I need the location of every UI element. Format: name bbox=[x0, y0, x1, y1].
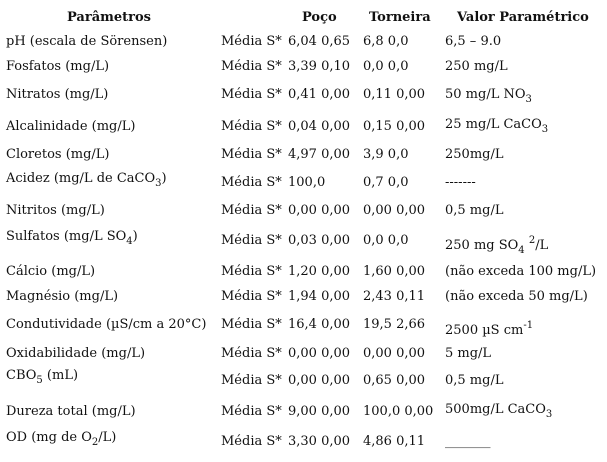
torneira-value: 1,60 0,00 bbox=[363, 264, 426, 279]
valor-parametrico bbox=[445, 87, 532, 108]
valor-parametrico bbox=[445, 233, 548, 259]
valor-parametrico: (não exceda 50 mg/L) bbox=[445, 289, 588, 304]
torneira-value: 2,43 0,11 bbox=[363, 289, 426, 304]
stat-label: Média S* bbox=[221, 404, 282, 419]
torneira-value: 0,15 0,00 bbox=[363, 119, 426, 134]
stat-label: Média S* bbox=[221, 346, 282, 361]
poco-value: 9,00 0,00 bbox=[288, 404, 351, 419]
valor-parametrico: 0,5 mg/L bbox=[445, 373, 504, 388]
valor-subscript: 3 bbox=[545, 409, 553, 420]
stat-label: Média S* bbox=[221, 264, 282, 279]
valor-parametrico: (não exceda 100 mg/L) bbox=[445, 264, 597, 279]
valor-parametrico: 250 mg/L bbox=[445, 59, 508, 74]
param-main: Acidez (mg/L de CaCO bbox=[6, 171, 156, 186]
param-subscript: 4 bbox=[126, 236, 133, 247]
stat-label: Média S* bbox=[221, 203, 282, 218]
stat-label: Média S* bbox=[221, 59, 282, 74]
torneira-value: 0,0 0,0 bbox=[363, 233, 409, 248]
poco-value: 3,30 0,00 bbox=[288, 434, 351, 449]
valor-superscript: 2 bbox=[528, 235, 536, 246]
valor-subscript: 3 bbox=[525, 94, 532, 105]
valor-parametrico: 6,5 – 9.0 bbox=[445, 34, 502, 49]
poco-value: 100,0 bbox=[288, 175, 326, 190]
torneira-value: 0,7 0,0 bbox=[363, 175, 409, 190]
poco-value: 0,04 0,00 bbox=[288, 119, 351, 134]
valor-tail: /L bbox=[535, 238, 549, 253]
poco-value: 6,04 0,65 bbox=[288, 34, 351, 49]
valor-parametrico: 5 mg/L bbox=[445, 346, 492, 361]
torneira-value: 19,5 2,66 bbox=[363, 317, 426, 332]
valor-parametrico bbox=[445, 402, 552, 423]
param-condutividade: Condutividade (µS/cm a 20°C) bbox=[6, 317, 207, 332]
param-nitratos: Nitratos (mg/L) bbox=[6, 87, 109, 102]
torneira-value: 100,0 0,00 bbox=[363, 404, 434, 419]
param-subscript: 5 bbox=[36, 375, 43, 386]
poco-value: 0,41 0,00 bbox=[288, 87, 351, 102]
valor-parametrico: 250mg/L bbox=[445, 147, 504, 162]
valor-parametrico bbox=[445, 318, 533, 339]
param-acidez bbox=[6, 171, 167, 192]
param-main: Sulfatos (mg/L SO bbox=[6, 229, 127, 244]
stat-label: Média S* bbox=[221, 289, 282, 304]
stat-label: Média S* bbox=[221, 317, 282, 332]
header-torneira: Torneira bbox=[369, 10, 431, 25]
param-tail: ) bbox=[132, 229, 138, 244]
poco-value: 1,94 0,00 bbox=[288, 289, 351, 304]
poco-value: 4,97 0,00 bbox=[288, 147, 351, 162]
valor-parametrico: 0,5 mg/L bbox=[445, 203, 504, 218]
stat-label: Média S* bbox=[221, 233, 282, 248]
poco-value: 0,00 0,00 bbox=[288, 373, 351, 388]
valor-main: 50 mg/L NO bbox=[445, 87, 526, 102]
stat-label: Média S* bbox=[221, 147, 282, 162]
valor-parametrico bbox=[445, 117, 548, 138]
param-sulfatos bbox=[6, 229, 138, 250]
torneira-value: 0,00 0,00 bbox=[363, 203, 426, 218]
valor-subscript: 3 bbox=[541, 124, 549, 135]
valor-main: 25 mg/L CaCO bbox=[445, 117, 542, 132]
stat-label: Média S* bbox=[221, 175, 282, 190]
param-ph: pH (escala de Sörensen) bbox=[6, 34, 168, 49]
stat-label: Média S* bbox=[221, 34, 282, 49]
torneira-value: 4,86 0,11 bbox=[363, 434, 426, 449]
param-cbo5 bbox=[6, 368, 78, 389]
valor-subscript: 4 bbox=[518, 245, 525, 256]
param-dureza-total: Dureza total (mg/L) bbox=[6, 404, 136, 419]
valor-parametrico: _______ bbox=[445, 434, 491, 449]
param-tail: /L) bbox=[98, 430, 117, 445]
poco-value: 3,39 0,10 bbox=[288, 59, 351, 74]
stat-label: Média S* bbox=[221, 87, 282, 102]
param-subscript: 3 bbox=[155, 178, 162, 189]
valor-main: 500mg/L CaCO bbox=[445, 402, 546, 417]
param-nitritos: Nitritos (mg/L) bbox=[6, 203, 105, 218]
header-valor-parametrico: Valor Paramétrico bbox=[457, 10, 589, 25]
header-poco: Poço bbox=[302, 10, 337, 25]
torneira-value: 0,00 0,00 bbox=[363, 346, 426, 361]
poco-value: 0,00 0,00 bbox=[288, 203, 351, 218]
param-fosfatos: Fosfatos (mg/L) bbox=[6, 59, 110, 74]
param-subscript: 2 bbox=[91, 437, 99, 448]
poco-value: 1,20 0,00 bbox=[288, 264, 351, 279]
stat-label: Média S* bbox=[221, 119, 282, 134]
param-magnesio: Magnésio (mg/L) bbox=[6, 289, 119, 304]
torneira-value: 3,9 0,0 bbox=[363, 147, 409, 162]
stat-label: Média S* bbox=[221, 373, 282, 388]
poco-value: 0,03 0,00 bbox=[288, 233, 351, 248]
param-tail: (mL) bbox=[42, 368, 79, 383]
torneira-value: 0,65 0,00 bbox=[363, 373, 426, 388]
param-od bbox=[6, 430, 116, 451]
poco-value: 16,4 0,00 bbox=[288, 317, 351, 332]
stat-label: Média S* bbox=[221, 434, 282, 449]
valor-main: 2500 µS cm bbox=[445, 323, 524, 338]
param-calcio: Cálcio (mg/L) bbox=[6, 264, 96, 279]
param-main: OD (mg de O bbox=[6, 430, 92, 445]
poco-value: 0,00 0,00 bbox=[288, 346, 351, 361]
torneira-value: 0,11 0,00 bbox=[363, 87, 426, 102]
header-parametros: Parâmetros bbox=[67, 10, 151, 25]
torneira-value: 0,0 0,0 bbox=[363, 59, 409, 74]
param-alcalinidade: Alcalinidade (mg/L) bbox=[6, 119, 136, 134]
valor-main: 250 mg SO bbox=[445, 238, 519, 253]
valor-parametrico: ------- bbox=[445, 175, 476, 190]
param-main: CBO bbox=[6, 368, 37, 383]
valor-superscript: -1 bbox=[523, 320, 534, 331]
torneira-value: 6,8 0,0 bbox=[363, 34, 409, 49]
param-cloretos: Cloretos (mg/L) bbox=[6, 147, 110, 162]
param-tail: ) bbox=[161, 171, 167, 186]
param-oxidabilidade: Oxidabilidade (mg/L) bbox=[6, 346, 146, 361]
